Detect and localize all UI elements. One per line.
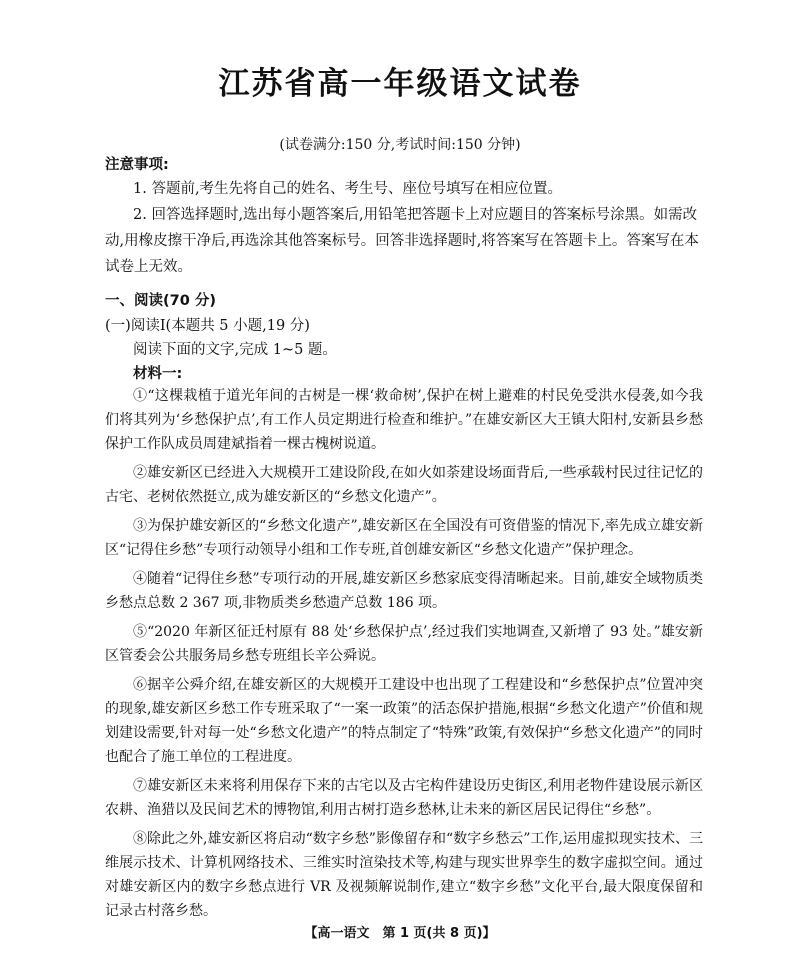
material-paragraph: ⑧除此之外,雄安新区将启动“数字乡愁”影像留存和“数字乡愁云”工作,运用虚拟现实技术、三维展示技术、计算机网络技术、三维实时渲染技术等,构建与现实世界孪生的数字虚拟空间。通过对雄安新区内的数字乡愁点进行 VR 及视频解说制作,建立“数字乡愁”文化平台,最大限度保留和记录古村落乡愁。 [105, 831, 703, 919]
notice-block [105, 154, 703, 280]
material-paragraph: ⑥据辛公舜介绍,在雄安新区的大规模开工建设中也出现了工程建设和“乡愁保护点”位置冲突的现象,雄安新区乡愁工作专班采取了“一案一政策”的活态保护措施,根据“乡愁文化遗产”价值和规划建设需要,针对每一处“乡愁文化遗产”的特点制定了“特殊”政策,有效保护“乡愁文化遗产”的同时也配合了施工单位的工程进度。 [105, 677, 703, 765]
section-heading: 一、阅读(70 分) [105, 293, 216, 309]
section-block [105, 288, 703, 386]
material-paragraph: ③为保护雄安新区的“乡愁文化遗产”,雄安新区在全国没有可资借鉴的情况下,率先成立雄安新区“记得住乡愁”专项行动领导小组和工作专班,首创雄安新区“乡愁文化遗产”保护理念。 [105, 518, 703, 558]
material-paragraph: ⑤“2020 年新区征迁村原有 88 处‘乡愁保护点’,经过我们实地调查,又新增了 93 处。”雄安新区管委会公共服务局乡愁专班组长辛公舜说。 [105, 624, 703, 664]
subsection-heading: (一)阅读Ⅰ(本题共 5 小题,19 分) [105, 318, 310, 334]
material-paragraph: ⑦雄安新区未来将利用保存下来的古宅以及古宅构件建设历史街区,利用老物件建设展示新区农耕、渔猎以及民间艺术的博物馆,利用古树打造乡愁林,让未来的新区居民记得住“乡愁”。 [105, 778, 703, 818]
page-footer: 【高一语文 第 1 页(共 8 页)】 [304, 926, 496, 941]
exam-info: (试卷满分:150 分,考试时间:150 分钟) [279, 137, 521, 153]
material-paragraph: ①“这棵栽植于道光年间的古树是一棵‘救命树’,保护在树上避难的村民免受洪水侵袭,如今我们将其列为‘乡愁保护点’,有工作人员定期进行检查和维护。”在雄安新区大王镇大阳村,安新县乡愁保护工作队成员周建斌指着一棵古槐树说道。 [105, 388, 703, 452]
notice-item: 2. 回答选择题时,选出每小题答案后,用铅笔把答题卡上对应题目的答案标号涂黑。如需改动,用橡皮擦干净后,再选涂其他答案标号。回答非选择题时,将答案写在答题卡上。答案写在本试卷上无效。 [105, 207, 699, 275]
material-label: 材料一: [133, 366, 183, 382]
notice-item: 1. 答题前,考生先将自己的姓名、考生号、座位号填写在相应位置。 [133, 181, 563, 197]
notice-heading: 注意事项: [105, 157, 169, 173]
material-paragraph: ②雄安新区已经进入大规模开工建设阶段,在如火如荼建设场面背后,一些承载村民过往记忆的古宅、老树依然挺立,成为雄安新区的“乡愁文化遗产”。 [105, 465, 703, 505]
material-paragraph: ④随着“记得住乡愁”专项行动的开展,雄安新区乡愁家底变得清晰起来。目前,雄安全域物质类乡愁点总数 2 367 项,非物质类乡愁遗产总数 186 项。 [105, 571, 703, 611]
material-body [105, 384, 703, 928]
page-title: 江苏省高一年级语文试卷 [218, 66, 582, 102]
instruction-text: 阅读下面的文字,完成 1~5 题。 [133, 342, 337, 358]
